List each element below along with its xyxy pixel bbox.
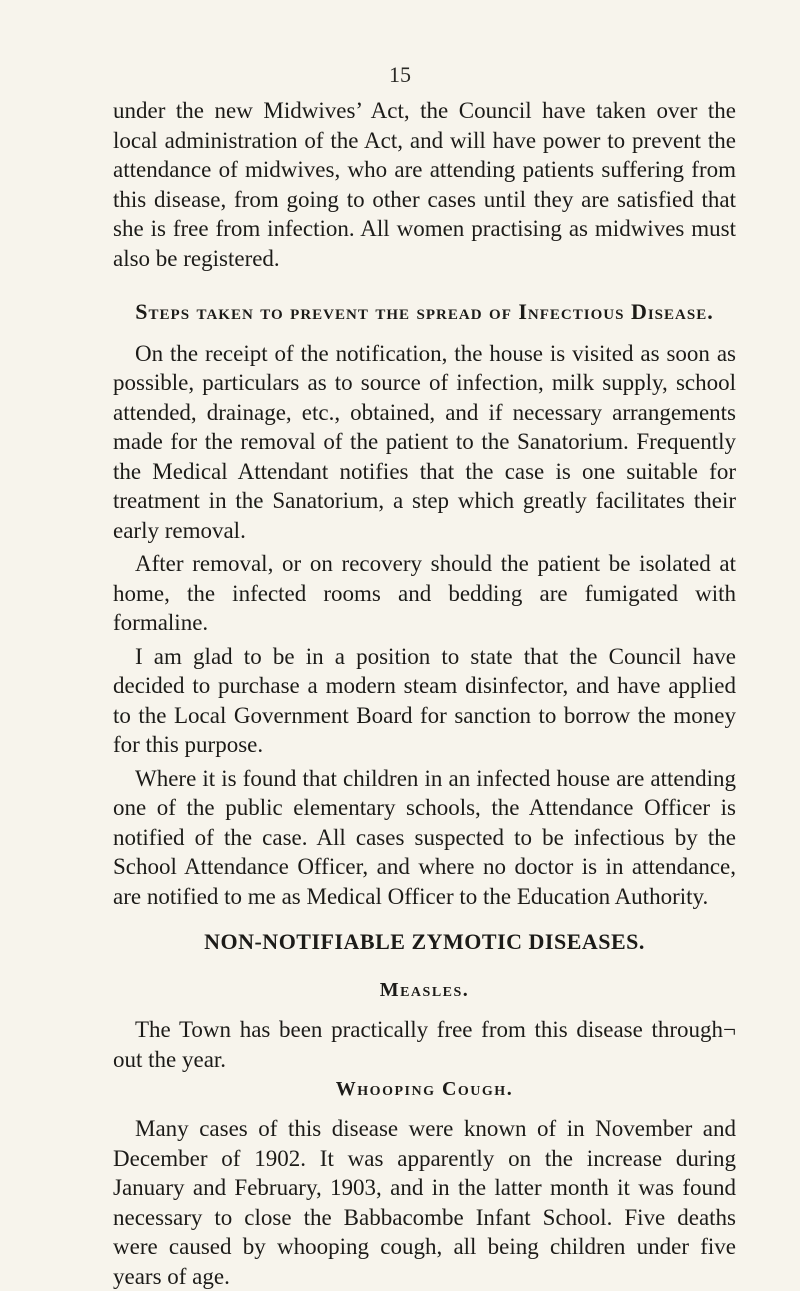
document-body — [113, 96, 736, 1291]
paragraph-measles: The Town has been practically free from this disease through¬ out the year. — [113, 1017, 736, 1072]
paragraph-disinfector: I am glad to be in a position to state that the Council have decided to purchase a modern steam disinfector, and have applied to the Local Government Board for sanction to borrow the money for this purpose. — [113, 643, 736, 757]
heading-non-notifiable: NON-NOTIFIABLE ZYMOTIC DISEASES. — [204, 929, 645, 954]
page-number: 15 — [389, 62, 411, 87]
paragraph-notification: On the receipt of the notification, the house is visited as soon as possible, particulars as to source of infection, milk supply, school attended, drainage, etc., obtained, and if necessary arrangements made for the removal of the patient to the Sanatorium. Frequently the Medical Attendant notifies that the case is one suitable for treatment in the Sanatorium, a step which greatly facilitates their early removal. — [113, 340, 736, 543]
heading-steps-taken: Steps taken to prevent the spread of Infectious Disease. — [135, 299, 714, 324]
heading-measles: Measles. — [379, 979, 470, 1001]
heading-whooping-cough: Whooping Cough. — [335, 1078, 514, 1100]
paragraph-schools: Where it is found that children in an infected house are attending one of the public elementary schools, the Attendance Officer is notified of the case. All cases suspected to be infectious by the School Attendance Officer, and where no doctor is in attendance, are notified to me as Medical Officer to the Education Authority. — [113, 765, 736, 909]
paragraph-whooping-cough: Many cases of this disease were known of in November and December of 1902. It was apparently on the increase during January and February, 1903, and in the latter month it was found necessary to close the Babbacombe Infant School. Five deaths were caused by whooping cough, all being children under five years of age. — [113, 1116, 736, 1289]
paragraph-fumigation: After removal, or on recovery should the patient be isolated at home, the infected rooms and bedding are fumigated with formaline. — [113, 551, 736, 635]
paragraph-midwives-act: under the new Midwives’ Act, the Council have taken over the local administration of the Act, and will have power to prevent the attendance of midwives, who are attending patients suffering from this disease, from going to other cases until they are satisfied that she is free from infection. All women practising as midwives must also be registered. — [113, 98, 736, 271]
